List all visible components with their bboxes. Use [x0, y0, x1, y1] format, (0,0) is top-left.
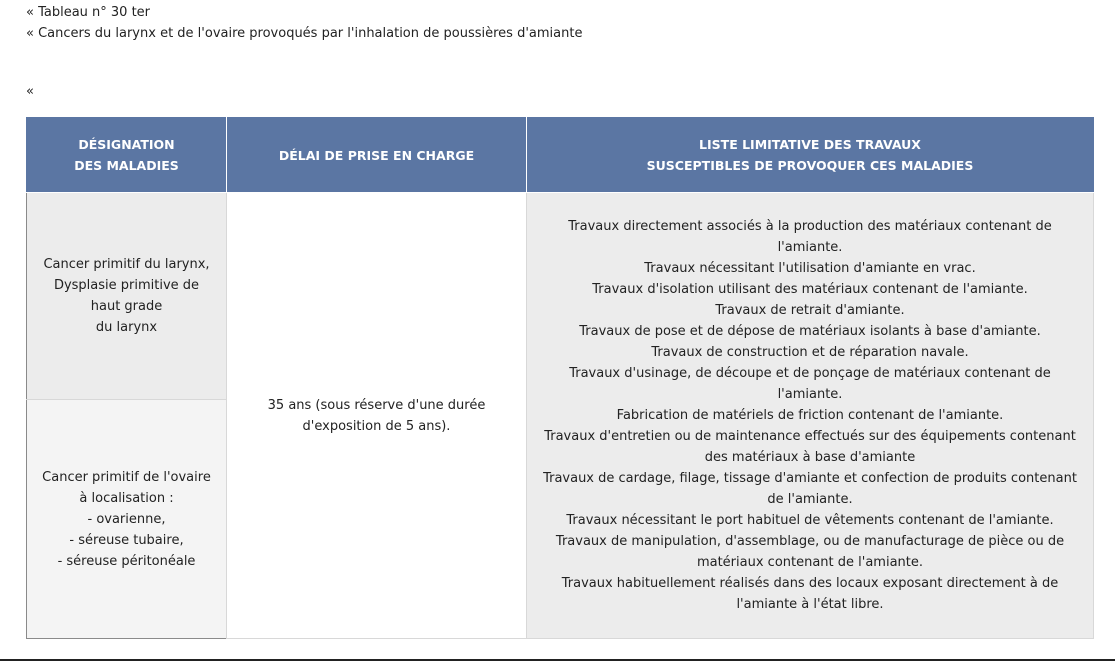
tableau-number: « Tableau n° 30 ter — [26, 5, 151, 20]
disease-ovaire-cell — [27, 400, 227, 639]
header-liste — [527, 118, 1094, 193]
disease-line: - séreuse tubaire, — [69, 532, 184, 548]
travaux-item: Travaux nécessitant l'utilisation d'amiante en vrac. — [644, 261, 976, 276]
opening-quote: « — [26, 84, 34, 99]
disease-line: - ovarienne, — [87, 511, 166, 527]
disease-line: Cancer primitif de l'ovaire — [42, 469, 211, 485]
header-designation-line: DES MALADIES — [74, 158, 179, 173]
header-liste-line: SUSCEPTIBLES DE PROVOQUER CES MALADIES — [646, 158, 974, 173]
disease-line: - séreuse péritonéale — [57, 553, 196, 569]
travaux-item: Travaux de construction et de réparation navale. — [651, 345, 969, 360]
header-designation — [27, 118, 227, 193]
delai-cell — [227, 193, 527, 639]
table-row — [27, 193, 1094, 400]
delai-line: d'exposition de 5 ans). — [302, 418, 451, 434]
header-designation-line: DÉSIGNATION — [78, 137, 175, 152]
travaux-cell — [527, 193, 1094, 639]
delai-line: 35 ans (sous réserve d'une durée — [267, 397, 486, 413]
disease-line: à localisation : — [79, 490, 174, 506]
disease-line: Cancer primitif du larynx, — [43, 257, 210, 272]
travaux-item: Travaux de pose et de dépose de matériaux isolants à base d'amiante. — [579, 324, 1041, 339]
travaux-item: Travaux d'entretien ou de maintenance effectués sur des équipements contenant des matériaux à base d'amiante — [544, 429, 1076, 465]
disease-line: haut grade — [90, 299, 163, 314]
disease-line: Dysplasie primitive de — [53, 278, 200, 293]
travaux-item: Travaux d'isolation utilisant des matériaux contenant de l'amiante. — [592, 282, 1028, 297]
travaux-item: Travaux de cardage, filage, tissage d'amiante et confection de produits contenant de l'amiante. — [543, 471, 1077, 507]
travaux-item: Travaux nécessitant le port habituel de vêtements contenant de l'amiante. — [566, 513, 1054, 528]
disease-line: du larynx — [95, 320, 158, 335]
travaux-item: Travaux de retrait d'amiante. — [715, 303, 905, 318]
disease-larynx-cell — [27, 193, 227, 400]
travaux-item: Travaux d'usinage, de découpe et de ponçage de matériaux contenant de l'amiante. — [569, 366, 1051, 402]
travaux-item: Travaux habituellement réalisés dans des locaux exposant directement à de l'amiante à l'état libre. — [561, 576, 1059, 612]
intro-block — [26, 2, 582, 44]
header-delai: DÉLAI DE PRISE EN CHARGE — [227, 118, 527, 193]
travaux-item: Travaux directement associés à la production des matériaux contenant de l'amiante. — [568, 219, 1052, 255]
disease-table — [26, 117, 1094, 639]
travaux-item: Travaux de manipulation, d'assemblage, ou de manufacturage de pièce ou de matériaux contenant de l'amiante. — [555, 534, 1065, 570]
travaux-item: Fabrication de matériels de friction contenant de l'amiante. — [616, 408, 1004, 423]
header-liste-line: LISTE LIMITATIVE DES TRAVAUX — [699, 137, 921, 152]
tableau-title: « Cancers du larynx et de l'ovaire provoqués par l'inhalation de poussières d'amiante — [26, 26, 583, 41]
table-header-row — [27, 118, 1094, 193]
